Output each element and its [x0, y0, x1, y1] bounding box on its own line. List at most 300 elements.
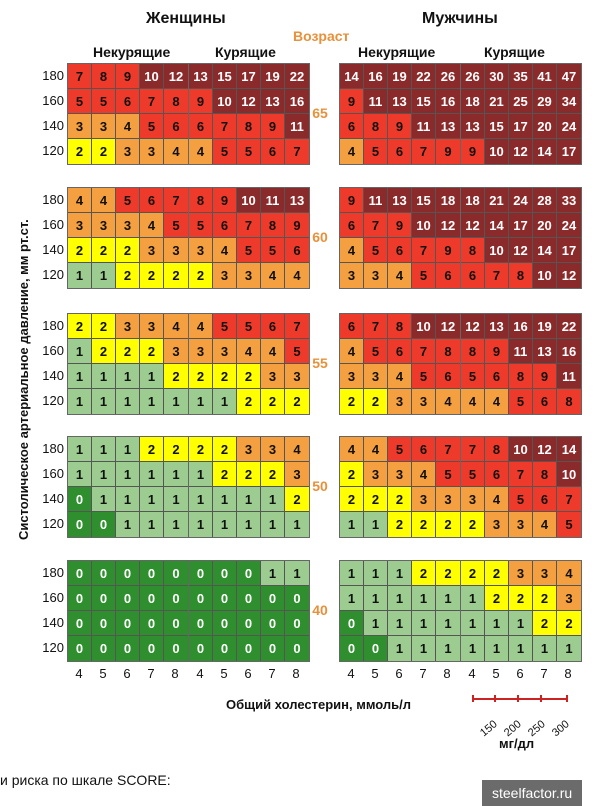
bp-tick-label: 180: [42, 441, 64, 456]
risk-cell: 7: [412, 238, 436, 263]
cholesterol-tick-label: 6: [244, 666, 252, 681]
risk-cell: 5: [461, 462, 485, 487]
risk-cell: 7: [140, 89, 164, 114]
risk-cell: 7: [68, 64, 92, 89]
risk-cell: 7: [461, 437, 485, 462]
risk-cell: 47: [557, 64, 581, 89]
risk-cell: 0: [364, 636, 388, 661]
risk-cell: 4: [116, 114, 140, 139]
risk-cell: 2: [164, 364, 188, 389]
cholesterol-tick-label: 8: [292, 666, 300, 681]
risk-cell: 9: [116, 64, 140, 89]
risk-cell: 1: [412, 586, 436, 611]
risk-cell: 0: [189, 586, 213, 611]
risk-cell: 5: [436, 462, 460, 487]
risk-cell: 13: [285, 188, 309, 213]
risk-cell: 30: [485, 64, 509, 89]
risk-cell: 2: [189, 364, 213, 389]
risk-cell: 6: [388, 339, 412, 364]
risk-cell: 1: [261, 487, 285, 512]
risk-cell: 2: [189, 437, 213, 462]
risk-cell: 2: [461, 512, 485, 537]
risk-cell: 14: [557, 437, 581, 462]
risk-cell: 8: [461, 238, 485, 263]
risk-cell: 8: [509, 263, 533, 288]
risk-cell: 0: [116, 611, 140, 636]
risk-cell: 9: [436, 139, 460, 164]
risk-cell: 3: [164, 238, 188, 263]
risk-grid-men-nonsmoking-55: [339, 313, 461, 415]
risk-cell: 1: [412, 611, 436, 636]
risk-cell: 12: [557, 263, 581, 288]
risk-cell: 0: [116, 636, 140, 661]
risk-cell: 4: [388, 263, 412, 288]
cholesterol-tick-label: 8: [564, 666, 572, 681]
risk-cell: 4: [285, 263, 309, 288]
cholesterol-tick-label: 8: [443, 666, 451, 681]
risk-grid-women-smoking-60: [188, 187, 310, 289]
risk-cell: 2: [237, 364, 261, 389]
risk-cell: 0: [213, 636, 237, 661]
risk-cell: 7: [436, 437, 460, 462]
risk-cell: 0: [92, 512, 116, 537]
risk-cell: 0: [164, 636, 188, 661]
risk-cell: 8: [485, 437, 509, 462]
risk-cell: 22: [412, 64, 436, 89]
risk-cell: 1: [140, 487, 164, 512]
cholesterol-tick-label: 4: [468, 666, 476, 681]
risk-cell: 6: [533, 389, 557, 414]
risk-cell: 1: [364, 561, 388, 586]
risk-cell: 6: [436, 364, 460, 389]
risk-grid-women-nonsmoking-65: [67, 63, 189, 165]
risk-cell: 2: [189, 263, 213, 288]
risk-cell: 10: [140, 64, 164, 89]
bp-tick-label: 140: [42, 368, 64, 383]
risk-cell: 3: [340, 364, 364, 389]
risk-cell: 2: [412, 561, 436, 586]
risk-cell: 0: [92, 636, 116, 661]
risk-cell: 10: [533, 263, 557, 288]
risk-cell: 0: [68, 586, 92, 611]
risk-cell: 4: [461, 389, 485, 414]
risk-cell: 2: [261, 462, 285, 487]
risk-cell: 1: [485, 611, 509, 636]
site-badge[interactable]: steelfactor.ru: [482, 780, 582, 806]
risk-cell: 3: [261, 437, 285, 462]
risk-cell: 10: [412, 213, 436, 238]
risk-cell: 4: [189, 139, 213, 164]
risk-cell: 14: [485, 213, 509, 238]
bp-tick-label: 120: [42, 143, 64, 158]
risk-cell: 0: [340, 611, 364, 636]
risk-cell: 1: [261, 512, 285, 537]
y-axis-label: Систолическое артериальное давление, мм рт.ст.: [16, 219, 31, 540]
age-label-50: 50: [312, 478, 328, 494]
risk-cell: 3: [140, 139, 164, 164]
bp-tick-label: 120: [42, 267, 64, 282]
risk-cell: 5: [285, 339, 309, 364]
risk-cell: 1: [436, 586, 460, 611]
risk-cell: 1: [189, 462, 213, 487]
risk-cell: 12: [436, 314, 460, 339]
risk-cell: 2: [116, 339, 140, 364]
risk-cell: 4: [261, 263, 285, 288]
risk-cell: 3: [116, 139, 140, 164]
risk-cell: 3: [261, 364, 285, 389]
risk-cell: 2: [140, 339, 164, 364]
bp-tick-label: 120: [42, 393, 64, 408]
risk-cell: 3: [140, 314, 164, 339]
risk-cell: 12: [509, 238, 533, 263]
risk-cell: 1: [68, 364, 92, 389]
risk-cell: 8: [92, 64, 116, 89]
risk-cell: 6: [388, 139, 412, 164]
bp-tick-label: 180: [42, 68, 64, 83]
risk-cell: 5: [388, 437, 412, 462]
risk-cell: 1: [261, 561, 285, 586]
risk-cell: 1: [285, 561, 309, 586]
risk-cell: 1: [164, 389, 188, 414]
risk-cell: 16: [557, 339, 581, 364]
risk-cell: 2: [364, 487, 388, 512]
cholesterol-tick-label: 7: [147, 666, 155, 681]
risk-cell: 8: [364, 114, 388, 139]
risk-cell: 6: [388, 238, 412, 263]
risk-cell: 3: [388, 389, 412, 414]
risk-cell: 7: [412, 139, 436, 164]
mgdl-tick-label: 200: [502, 718, 524, 740]
risk-cell: 26: [461, 64, 485, 89]
risk-cell: 33: [557, 188, 581, 213]
risk-cell: 1: [92, 364, 116, 389]
risk-cell: 2: [340, 462, 364, 487]
bp-tick-label: 160: [42, 217, 64, 232]
cholesterol-tick-label: 7: [268, 666, 276, 681]
risk-grid-men-smoking-40: [460, 560, 582, 662]
risk-cell: 1: [68, 389, 92, 414]
mgdl-tick: [472, 695, 474, 702]
risk-cell: 8: [164, 89, 188, 114]
risk-cell: 15: [412, 89, 436, 114]
risk-cell: 5: [261, 238, 285, 263]
risk-cell: 3: [557, 586, 581, 611]
risk-cell: 4: [340, 437, 364, 462]
risk-cell: 9: [213, 188, 237, 213]
risk-cell: 1: [164, 462, 188, 487]
mgdl-tick: [517, 695, 519, 702]
risk-grid-men-smoking-60: [460, 187, 582, 289]
risk-cell: 15: [485, 114, 509, 139]
risk-cell: 3: [412, 389, 436, 414]
risk-cell: 4: [68, 188, 92, 213]
risk-cell: 3: [116, 314, 140, 339]
risk-cell: 13: [388, 188, 412, 213]
risk-cell: 1: [237, 487, 261, 512]
risk-cell: 17: [557, 139, 581, 164]
bp-tick-label: 140: [42, 242, 64, 257]
risk-cell: 2: [92, 314, 116, 339]
risk-cell: 4: [485, 487, 509, 512]
risk-cell: 12: [461, 314, 485, 339]
risk-cell: 11: [285, 114, 309, 139]
risk-cell: 7: [237, 213, 261, 238]
risk-cell: 2: [557, 611, 581, 636]
risk-cell: 1: [92, 462, 116, 487]
bp-tick-label: 160: [42, 590, 64, 605]
risk-cell: 1: [461, 611, 485, 636]
risk-cell: 3: [237, 263, 261, 288]
risk-cell: 3: [340, 263, 364, 288]
risk-cell: 5: [189, 213, 213, 238]
mgdl-tick: [494, 695, 496, 702]
risk-cell: 2: [533, 586, 557, 611]
risk-cell: 0: [261, 611, 285, 636]
risk-cell: 11: [412, 114, 436, 139]
risk-cell: 1: [68, 339, 92, 364]
risk-cell: 1: [92, 437, 116, 462]
risk-cell: 12: [533, 437, 557, 462]
risk-cell: 3: [485, 512, 509, 537]
risk-cell: 3: [388, 462, 412, 487]
risk-cell: 6: [340, 314, 364, 339]
risk-cell: 6: [340, 213, 364, 238]
risk-cell: 9: [388, 114, 412, 139]
risk-cell: 11: [557, 364, 581, 389]
risk-cell: 6: [140, 188, 164, 213]
cholesterol-tick-label: 5: [371, 666, 379, 681]
risk-cell: 3: [164, 339, 188, 364]
risk-cell: 1: [340, 561, 364, 586]
cholesterol-tick-label: 8: [171, 666, 179, 681]
risk-cell: 4: [237, 339, 261, 364]
risk-cell: 10: [557, 462, 581, 487]
risk-cell: 17: [237, 64, 261, 89]
cholesterol-tick-label: 6: [395, 666, 403, 681]
risk-cell: 14: [533, 238, 557, 263]
risk-cell: 2: [164, 263, 188, 288]
risk-cell: 5: [140, 114, 164, 139]
risk-cell: 0: [164, 611, 188, 636]
risk-cell: 0: [140, 586, 164, 611]
risk-grid-men-smoking-65: [460, 63, 582, 165]
mgdl-scale-line: [472, 698, 568, 700]
risk-cell: 10: [485, 238, 509, 263]
risk-cell: 15: [213, 64, 237, 89]
risk-grid-men-nonsmoking-60: [339, 187, 461, 289]
risk-cell: 5: [412, 364, 436, 389]
men-header: Мужчины: [422, 10, 498, 27]
risk-cell: 0: [189, 611, 213, 636]
age-label-40: 40: [312, 602, 328, 618]
risk-cell: 4: [92, 188, 116, 213]
risk-cell: 1: [364, 512, 388, 537]
risk-cell: 3: [140, 238, 164, 263]
risk-cell: 1: [533, 636, 557, 661]
risk-cell: 1: [68, 263, 92, 288]
risk-cell: 4: [412, 462, 436, 487]
risk-cell: 13: [461, 114, 485, 139]
risk-cell: 16: [436, 89, 460, 114]
risk-cell: 6: [116, 89, 140, 114]
risk-cell: 5: [237, 314, 261, 339]
risk-cell: 1: [116, 389, 140, 414]
risk-cell: 1: [164, 512, 188, 537]
risk-cell: 4: [164, 139, 188, 164]
risk-cell: 6: [164, 114, 188, 139]
risk-cell: 2: [92, 339, 116, 364]
risk-cell: 2: [213, 364, 237, 389]
risk-cell: 28: [533, 188, 557, 213]
risk-cell: 6: [189, 114, 213, 139]
risk-cell: 2: [485, 586, 509, 611]
risk-cell: 5: [461, 364, 485, 389]
bp-tick-label: 120: [42, 640, 64, 655]
risk-cell: 3: [92, 114, 116, 139]
risk-cell: 6: [285, 238, 309, 263]
risk-cell: 5: [116, 188, 140, 213]
risk-cell: 2: [92, 139, 116, 164]
men-smoking-header: Курящие: [484, 44, 545, 60]
risk-cell: 4: [557, 561, 581, 586]
risk-cell: 9: [533, 364, 557, 389]
bp-tick-label: 180: [42, 318, 64, 333]
risk-cell: 1: [140, 364, 164, 389]
risk-cell: 0: [68, 512, 92, 537]
risk-cell: 2: [436, 512, 460, 537]
risk-cell: 19: [388, 64, 412, 89]
risk-cell: 6: [340, 114, 364, 139]
risk-cell: 21: [485, 89, 509, 114]
risk-cell: 10: [485, 139, 509, 164]
risk-cell: 1: [189, 512, 213, 537]
risk-cell: 6: [485, 462, 509, 487]
risk-cell: 12: [237, 89, 261, 114]
mgdl-unit-label: мг/дл: [499, 736, 535, 751]
risk-cell: 1: [189, 389, 213, 414]
risk-cell: 0: [285, 586, 309, 611]
risk-cell: 8: [557, 389, 581, 414]
bp-tick-label: 140: [42, 491, 64, 506]
risk-cell: 6: [533, 487, 557, 512]
bp-tick-label: 160: [42, 93, 64, 108]
risk-cell: 6: [436, 263, 460, 288]
risk-cell: 12: [509, 139, 533, 164]
risk-cell: 5: [213, 314, 237, 339]
risk-cell: 24: [509, 188, 533, 213]
cholesterol-tick-label: 5: [492, 666, 500, 681]
risk-cell: 4: [388, 364, 412, 389]
risk-cell: 8: [237, 114, 261, 139]
risk-cell: 4: [364, 437, 388, 462]
risk-cell: 1: [116, 487, 140, 512]
risk-cell: 9: [485, 339, 509, 364]
risk-cell: 5: [509, 389, 533, 414]
risk-cell: 1: [364, 611, 388, 636]
risk-cell: 3: [68, 114, 92, 139]
age-label-60: 60: [312, 229, 328, 245]
risk-cell: 5: [364, 238, 388, 263]
risk-cell: 1: [116, 437, 140, 462]
risk-cell: 3: [285, 364, 309, 389]
risk-cell: 2: [237, 389, 261, 414]
risk-grid-women-nonsmoking-40: [67, 560, 189, 662]
risk-cell: 25: [509, 89, 533, 114]
risk-cell: 2: [509, 586, 533, 611]
risk-cell: 2: [116, 238, 140, 263]
risk-cell: 2: [340, 487, 364, 512]
risk-cell: 5: [364, 339, 388, 364]
risk-cell: 3: [364, 263, 388, 288]
risk-cell: 9: [189, 89, 213, 114]
risk-cell: 0: [164, 586, 188, 611]
risk-cell: 0: [237, 586, 261, 611]
risk-cell: 18: [436, 188, 460, 213]
risk-cell: 12: [436, 213, 460, 238]
risk-cell: 0: [92, 561, 116, 586]
risk-cell: 1: [213, 512, 237, 537]
bp-tick-label: 120: [42, 516, 64, 531]
risk-cell: 0: [213, 561, 237, 586]
bp-tick-label: 160: [42, 466, 64, 481]
risk-cell: 7: [285, 139, 309, 164]
risk-cell: 1: [189, 487, 213, 512]
risk-cell: 2: [213, 462, 237, 487]
risk-cell: 8: [461, 339, 485, 364]
risk-cell: 4: [261, 339, 285, 364]
risk-cell: 1: [557, 636, 581, 661]
risk-cell: 2: [388, 487, 412, 512]
risk-cell: 1: [461, 586, 485, 611]
risk-cell: 0: [92, 611, 116, 636]
risk-cell: 13: [485, 314, 509, 339]
risk-cell: 11: [509, 339, 533, 364]
risk-cell: 2: [237, 462, 261, 487]
risk-cell: 0: [189, 561, 213, 586]
risk-cell: 11: [364, 188, 388, 213]
risk-cell: 0: [213, 611, 237, 636]
risk-cell: 7: [213, 114, 237, 139]
risk-cell: 0: [68, 487, 92, 512]
risk-cell: 35: [509, 64, 533, 89]
risk-cell: 3: [189, 339, 213, 364]
risk-cell: 41: [533, 64, 557, 89]
risk-cell: 19: [261, 64, 285, 89]
risk-cell: 14: [340, 64, 364, 89]
risk-cell: 5: [557, 512, 581, 537]
mgdl-tick-label: 150: [478, 718, 500, 740]
risk-cell: 20: [533, 114, 557, 139]
risk-cell: 4: [285, 437, 309, 462]
mgdl-tick: [566, 695, 568, 702]
risk-cell: 1: [412, 636, 436, 661]
risk-cell: 3: [509, 561, 533, 586]
risk-cell: 2: [213, 437, 237, 462]
risk-cell: 3: [189, 238, 213, 263]
risk-cell: 0: [189, 636, 213, 661]
risk-cell: 0: [213, 586, 237, 611]
risk-cell: 5: [412, 263, 436, 288]
risk-cell: 8: [509, 364, 533, 389]
cholesterol-tick-label: 6: [516, 666, 524, 681]
risk-cell: 16: [364, 64, 388, 89]
age-label-55: 55: [312, 355, 328, 371]
risk-cell: 2: [388, 512, 412, 537]
risk-cell: 1: [340, 586, 364, 611]
risk-cell: 11: [364, 89, 388, 114]
risk-cell: 9: [285, 213, 309, 238]
risk-cell: 7: [557, 487, 581, 512]
